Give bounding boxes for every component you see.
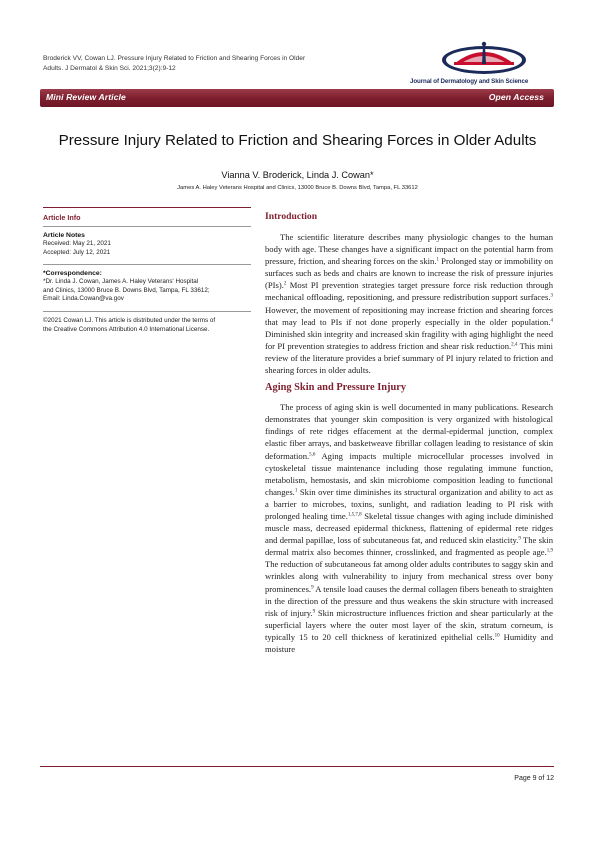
article-info-sidebar — [43, 207, 251, 338]
footer-rule — [40, 766, 554, 767]
page-number: Page 9 of 12 — [514, 775, 554, 782]
sidebar-divider — [43, 264, 251, 265]
correspondence-line: *Dr. Linda J. Cowan, James A. Haley Veterans' Hospital — [43, 278, 199, 286]
license-line: ©2021 Cowan LJ. This article is distributed under the terms of — [43, 316, 216, 324]
journal-logo-icon — [440, 38, 528, 78]
aging-skin-paragraph: The process of aging skin is well documented in many publications. Research demonstrates that younger skin composition is very organized with histological findings of rete ridges effacement at the dermal-epidermal junction, complex elastic fiber arrays, and basketweave fibrillar collagen leading to resistance of skin deformation.$^{5,6}$ Aging impacts multiple microcellular processes involved in cytoskeletal tissue maintenance including those regulating immune function, metabolism, hemostasis, and skin microbiome composition leading to functional changes.$^1$ Skin over time diminishes its structural organization and ability to act as a barrier to microbes, toxins, sunlight, and radiation leading to PI risk with prolonged healing time.$^{1,5,7,8}$ Skeletal tissue changes with aging include diminished muscle mass, decreased epidermal thickness, flattening of epidermal rete ridges and dermal papillae, loss of subcutaneous fat, and reduced skin elasticity.$^9$ The skin dermal matrix also becomes thinner, crosslinked, and fragmented as people age.$^{1,9}$ The reduction of subcutaneous fat among older adults contributes to saggy skin and wrinkles along with vulnerability to injury from mechanical stress over bony prominences.$^9$ A tensile load causes the dermal collagen fibers beneath to straighten in the direction of the pressure and thus weakens the skin structure with increased risk of injury.$^9$ Skin microstructure influences friction and shear particularly at the superficial layers where the outer most layer of the skin, stratum corneum, is typically 15 to 20 cell thickness of keratinized epithelial cells.$^{10}$ Humidity and moisture — [265, 402, 554, 654]
article-notes-block — [43, 232, 251, 261]
header-citation — [43, 54, 383, 73]
article-notes-title: Article Notes — [43, 232, 85, 239]
correspondence-email: Email: Linda.Cowan@va.gov — [43, 295, 124, 303]
correspondence-line: and Clinics, 13000 Bruce B. Downs Blvd, Tampa, FL 33612; — [43, 286, 210, 294]
citation-line-1: Broderick VV, Cowan LJ. Pressure Injury Related to Friction and Shearing Forces in Older — [43, 55, 306, 62]
sidebar-divider — [43, 226, 251, 227]
received-date: Received: May 21, 2021 — [43, 240, 111, 247]
license-line: the Creative Commons Attribution 4.0 International License. — [43, 325, 210, 333]
license-block — [43, 312, 251, 338]
introduction-paragraph: The scientific literature describes many physiologic changes to the human body with age. These changes have a significant impact on the potential harm from pressure, friction, and shearing forces on the skin.$^1$ Prolonged stay or immobility on surfaces such as beds and chairs are known to increase the risk of pressure injuries (PIs).$^2$ Most PI prevention strategies target pressure force risk reduction through mechanical offloading, repositioning, and pressure redistribution support surfaces.$^3$ However, the movement of repositioning may increase friction and shearing forces that may lead to PIs if not done properly especially in the older population.$^4$ Diminished skin integrity and increased skin fragility with aging highlight the need for PI prevention strategies to address friction and shear risk reduction.$^{2,4}$ This mini review of the literature provides a brief summary of PI injury related to friction and shearing forces in older adults. — [265, 232, 553, 376]
article-authors: Vianna V. Broderick, Linda J. Cowan* — [221, 170, 374, 180]
article-info-heading: Article Info — [43, 213, 81, 222]
correspondence-block — [43, 270, 251, 308]
article-affiliation: James A. Haley Veterans Hospital and Clinics, 13000 Bruce B. Downs Blvd, Tampa, FL 33612 — [177, 185, 418, 191]
article-type-label: Mini Review Article — [46, 92, 126, 102]
article-title: Pressure Injury Related to Friction and Shearing Forces in Older Adults — [58, 132, 537, 149]
aging-skin-heading: Aging Skin and Pressure Injury — [265, 382, 407, 394]
journal-name: Journal of Dermatology and Skin Science — [410, 78, 529, 85]
article-body — [265, 211, 553, 655]
introduction-heading: Introduction — [265, 211, 318, 222]
accepted-date: Accepted: July 12, 2021 — [43, 248, 111, 256]
open-access-label: Open Access — [488, 92, 544, 102]
article-type-banner — [40, 89, 554, 107]
correspondence-title: *Correspondence: — [43, 270, 102, 278]
citation-line-2: Adults. J Dermatol & Skin Sci. 2021;3(2):9-12 — [43, 64, 176, 72]
